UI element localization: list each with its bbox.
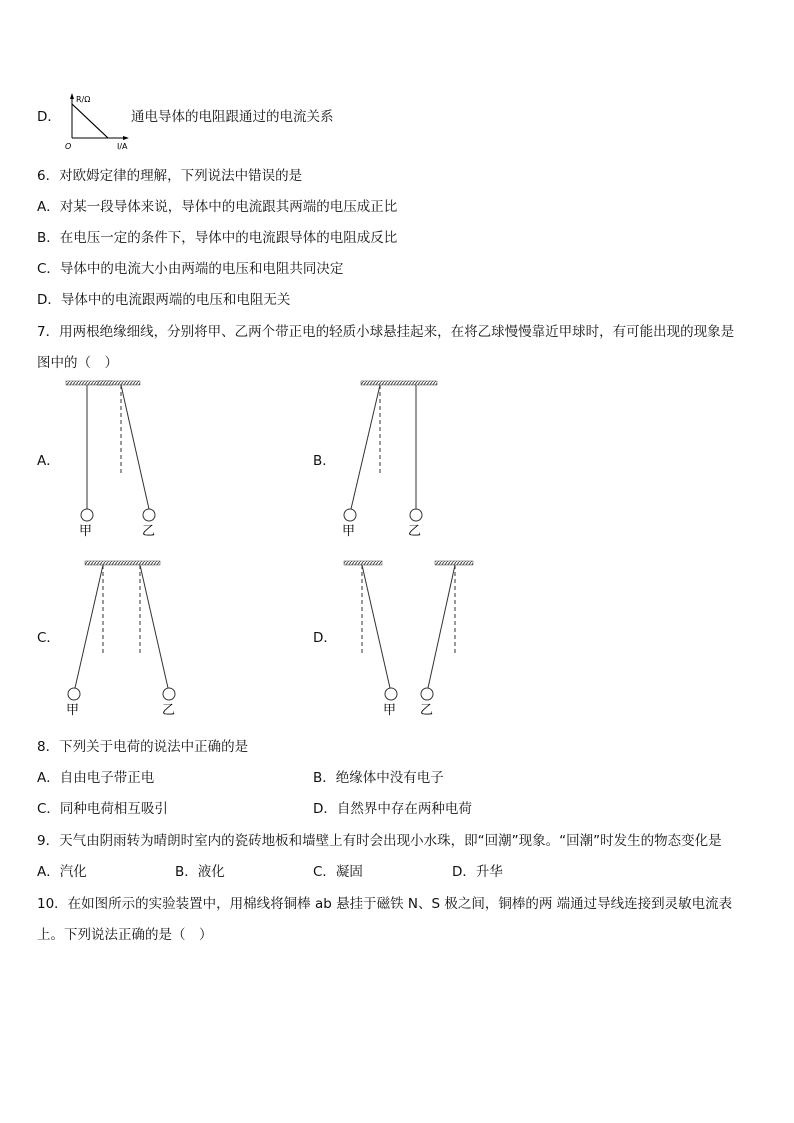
- q8-stem: 8．下列关于电荷的说法中正确的是: [37, 739, 249, 755]
- ball-yi: [421, 688, 433, 700]
- ceiling-support: [435, 561, 473, 565]
- thread-jia: [362, 565, 390, 688]
- q5-option-d-letter: D．: [37, 109, 61, 125]
- q7-figure-d: [344, 561, 473, 718]
- q10-stem-line2: 上。下列说法正确的是（ ）: [37, 927, 213, 943]
- ceiling-support: [344, 561, 382, 565]
- q8-option-d: D．自然界中存在两种电荷: [313, 801, 472, 817]
- thread-yi: [428, 565, 455, 688]
- q9-stem: 9．天气由阴雨转为晴朗时室内的瓷砖地板和墙壁上有时会出现小水珠，即“回潮”现象。“回潮”时发生的物态变化是: [37, 833, 722, 849]
- q6-stem: 6．对欧姆定律的理解，下列说法中错误的是: [37, 168, 303, 184]
- q7-option-b-label: B．: [313, 453, 336, 469]
- ceiling-support: [361, 381, 437, 385]
- q5-option-d-text: 通电导体的电阻跟通过的电流关系: [131, 109, 334, 125]
- graph-origin-label: O: [65, 142, 72, 151]
- q7-option-c-label: C．: [37, 630, 60, 646]
- ball-yi-label: 乙: [142, 524, 156, 539]
- thread-jia: [351, 385, 380, 509]
- ball-yi-label: 乙: [408, 524, 422, 539]
- q6-option-a: A．对某一段导体来说，导体中的电流跟其两端的电压成正比: [37, 199, 398, 215]
- ball-yi: [410, 509, 422, 521]
- ceiling-support: [98, 381, 140, 385]
- ball-yi-label: 乙: [162, 703, 176, 718]
- q9-option-d: D．升华: [452, 864, 503, 880]
- q8-option-a: A．自由电子带正电: [37, 770, 155, 786]
- q6-option-b: B．在电压一定的条件下，导体中的电流跟导体的电阻成反比: [37, 230, 398, 246]
- resistance-current-graph: [62, 90, 132, 152]
- q7-figure-c: [66, 561, 175, 718]
- x-axis-arrow-icon: [123, 136, 129, 140]
- q6-option-c: C．导体中的电流大小由两端的电压和电阻共同决定: [37, 261, 344, 277]
- ball-jia-label: 甲: [79, 524, 93, 539]
- q7-figure-b: [342, 381, 437, 539]
- q7-stem-line1: 7．用两根绝缘细线，分别将甲、乙两个带正电的轻质小球悬挂起来，在将乙球慢慢靠近甲球时，有可能出现的现象是: [37, 324, 735, 340]
- ball-jia: [385, 688, 397, 700]
- ball-jia-label: 甲: [342, 524, 356, 539]
- q10-stem-line1: 10．在如图所示的实验装置中，用棉线将铜棒 ab 悬挂于磁铁 N、S 极之间，铜棒的两 端通过导线连接到灵敏电流表: [37, 896, 733, 912]
- ball-yi: [143, 509, 155, 521]
- q6-option-d: D．导体中的电流跟两端的电压和电阻无关: [37, 292, 291, 308]
- q9-option-c: C．凝固: [313, 864, 363, 880]
- q7-figure-a: [66, 381, 155, 539]
- q7-option-a-label: A．: [37, 453, 60, 469]
- ball-jia-label: 甲: [383, 703, 397, 718]
- ball-yi: [163, 688, 175, 700]
- q9-option-b: B．液化: [175, 864, 225, 880]
- ceiling-support: [85, 561, 160, 565]
- ball-jia-label: 甲: [66, 703, 80, 718]
- q7-figures: [0, 370, 794, 750]
- thread-yi: [121, 385, 149, 509]
- graph-y-label: R/Ω: [76, 95, 91, 104]
- ball-yi-label: 乙: [420, 703, 434, 718]
- thread-jia: [75, 565, 103, 688]
- q7-stem-line2: 图中的（ ）: [37, 355, 118, 371]
- q7-option-d-label: D．: [313, 630, 337, 646]
- q8-option-c: C．同种电荷相互吸引: [37, 801, 168, 817]
- y-axis-arrow-icon: [70, 93, 74, 99]
- thread-yi: [140, 565, 168, 688]
- q9-option-a: A．汽化: [37, 864, 87, 880]
- ball-jia: [68, 688, 80, 700]
- graph-line: [72, 104, 108, 138]
- q8-option-b: B．绝缘体中没有电子: [313, 770, 444, 786]
- ball-jia: [344, 509, 356, 521]
- graph-x-label: I/A: [117, 142, 128, 151]
- ball-jia: [81, 509, 93, 521]
